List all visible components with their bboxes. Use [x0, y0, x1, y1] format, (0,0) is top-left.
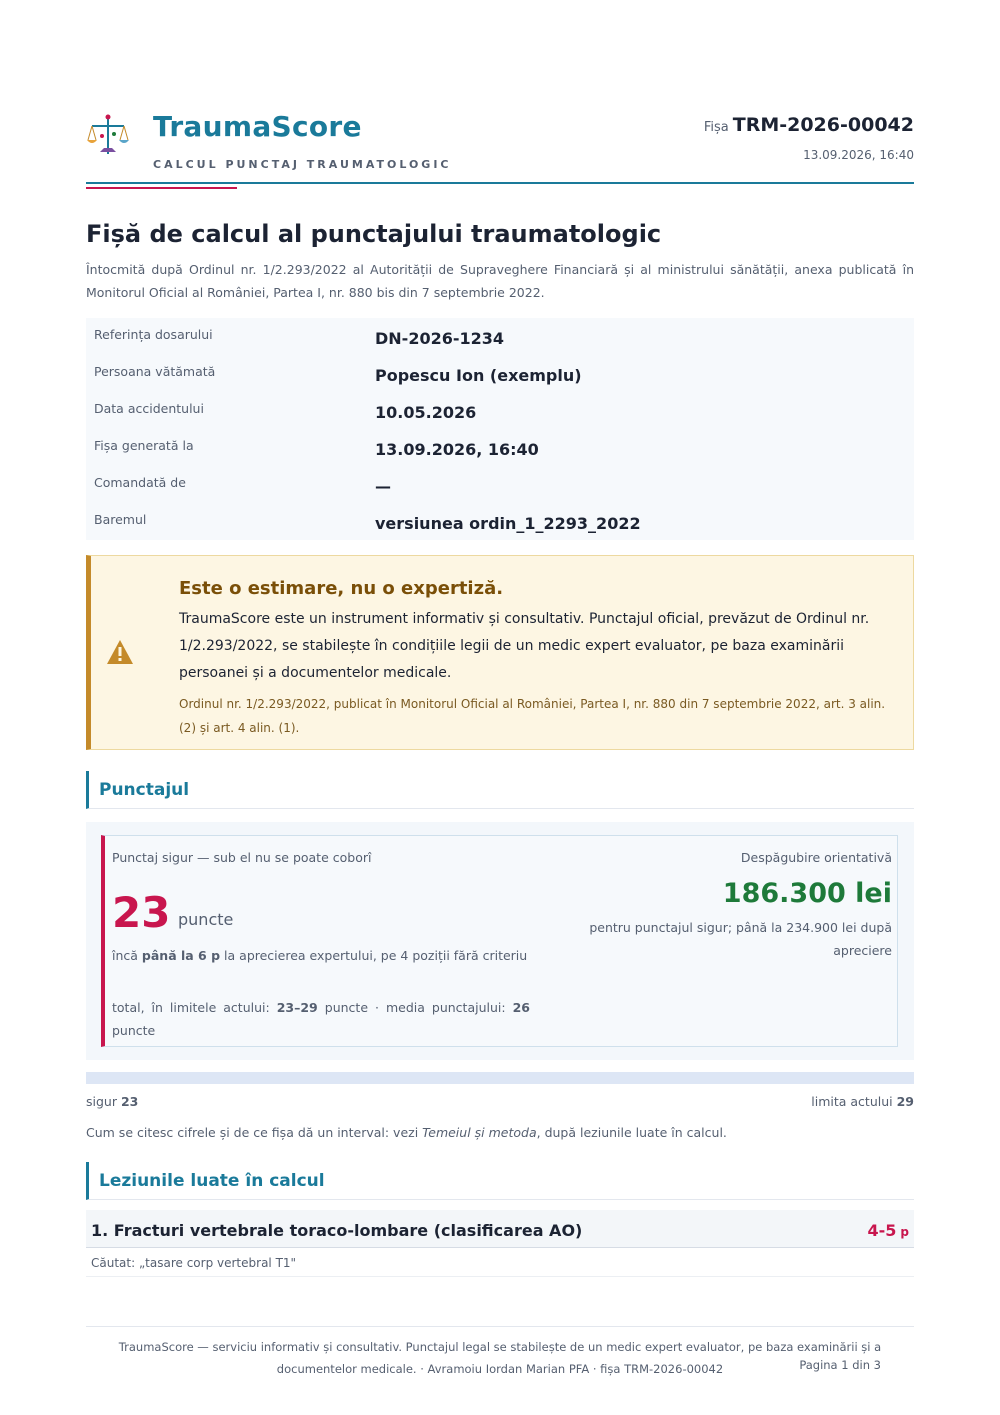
score-range-bar [86, 1072, 914, 1084]
lesion-divider [86, 1276, 914, 1277]
scales-of-justice-icon [86, 112, 130, 158]
total-pre: total, în limitele actului: [112, 1000, 270, 1015]
meta-row [86, 503, 914, 540]
page-title: Fișă de calcul al punctajului traumatologic [86, 220, 662, 248]
reading-hint [86, 1125, 727, 1140]
bar-min-value: 23 [120, 1094, 139, 1109]
header [86, 108, 914, 188]
meta-value: 10.05.2026 [375, 403, 477, 422]
extra-post: la aprecierea expertului, pe 4 poziții fără criteriu [224, 948, 528, 963]
lesion-points-unit: p [900, 1225, 909, 1239]
section-title: Punctajul [99, 780, 190, 800]
total-mid: puncte · media punctajului: [324, 1000, 506, 1015]
brand-tagline: CALCUL PUNCTAJ TRAUMATOLOGIC [153, 158, 452, 171]
lesion-title: 1. Fracturi vertebrale toraco-lombare (clasificarea AO) [91, 1221, 583, 1240]
fisa-number: TRM-2026-00042 [732, 114, 914, 136]
footer-text: TraumaScore — serviciu informativ și consultativ. Punctajul legal se stabilește de un medic expert evaluator, pe baza examinării și a documentelor medicale. · Avramoiu Iordan Marian PFA · fișa TRM-2026-00042 [118, 1340, 882, 1376]
lesion-search-query: Căutat: „tasare corp vertebral T1" [91, 1256, 297, 1270]
meta-row [86, 429, 914, 466]
compensation-value: 186.300 lei [722, 878, 892, 909]
total-range-note [112, 996, 530, 1042]
method-link[interactable]: Temeiul și metoda [422, 1125, 537, 1140]
extra-bold: până la 6 p [141, 948, 221, 963]
compensation-note: pentru punctajul sigur; până la 234.900 lei după apreciere [589, 920, 892, 958]
page-number: Pagina 1 din 3 [799, 1358, 881, 1372]
meta-value: versiunea ordin_1_2293_2022 [375, 514, 641, 533]
score-card [101, 835, 898, 1047]
disclaimer-box [86, 555, 914, 750]
section-header-lesions [86, 1162, 914, 1200]
intro-text: Întocmită după Ordinul nr. 1/2.293/2022 al Autorității de Supraveghere Financiară și al ministrului sănătății, anexa publicată în Monitorul Oficial al României, Partea I, nr. 880 bis din 7 septembrie 2022. [86, 262, 914, 300]
case-details-table [86, 318, 914, 540]
extra-pre: încă [112, 948, 138, 963]
total-range: 23–29 [276, 1000, 318, 1015]
sure-score-unit: puncte [178, 910, 234, 929]
meta-value: Popescu Ion (exemplu) [375, 366, 582, 385]
lesion-points-value: 4-5 [867, 1221, 897, 1240]
total-average: 26 [512, 1000, 530, 1015]
sure-score-label: Punctaj sigur — sub el nu se poate coborî [112, 850, 372, 865]
meta-key: Fișa generată la [94, 438, 194, 453]
footer-divider [86, 1326, 914, 1327]
bar-max-value: 29 [896, 1094, 914, 1109]
reading-pre: Cum se citesc cifrele și de ce fișa dă un interval: vezi [86, 1125, 419, 1140]
fisa-identifier [704, 114, 914, 136]
meta-value: DN-2026-1234 [375, 329, 505, 348]
meta-key: Baremul [94, 512, 147, 527]
extra-points-note [112, 944, 530, 967]
reading-post: , după leziunile luate în calcul. [536, 1125, 727, 1140]
meta-row [86, 318, 914, 355]
meta-key: Persoana vătămată [94, 364, 216, 379]
bar-max-text: limita actului [811, 1094, 893, 1109]
header-accent-line [86, 187, 237, 189]
meta-key: Referința dosarului [94, 327, 213, 342]
brand-name: TraumaScore [153, 110, 362, 143]
meta-row [86, 355, 914, 392]
bar-min-label [86, 1094, 138, 1109]
header-divider [86, 182, 914, 184]
fisa-date: 13.09.2026, 16:40 [803, 148, 914, 162]
meta-value: 13.09.2026, 16:40 [375, 440, 539, 459]
meta-value: — [375, 477, 391, 496]
sure-score-value: 23 [112, 888, 171, 937]
score-panel [86, 822, 914, 1060]
bar-max-label [811, 1094, 914, 1109]
meta-row [86, 392, 914, 429]
disclaimer-text: TraumaScore este un instrument informativ și consultativ. Punctajul oficial, prevăzut de Ordinul nr. 1/2.293/2022, se stabilește în condițiile legii de un medic expert evaluator, pe baza examinării persoanei și a documentelor medicale. [179, 611, 870, 681]
warning-triangle-icon [105, 638, 135, 666]
compensation-label: Despăgubire orientativă [740, 850, 892, 865]
section-title: Leziunile luate în calcul [99, 1171, 325, 1191]
lesion-points [868, 1221, 910, 1240]
total-post: puncte [112, 1023, 156, 1038]
bar-min-text: sigur [86, 1094, 117, 1109]
meta-key: Comandată de [94, 475, 186, 490]
meta-key: Data accidentului [94, 401, 204, 416]
lesion-row [86, 1210, 914, 1248]
disclaimer-title: Este o estimare, nu o expertiză. [179, 578, 504, 599]
disclaimer-reference: Ordinul nr. 1/2.293/2022, publicat în Monitorul Oficial al României, Partea I, nr. 880 din 7 septembrie 2022, art. 3 alin. (2) și art. 4 alin. (1). [179, 697, 886, 735]
fisa-label: Fișa [703, 120, 729, 135]
section-header-score [86, 771, 914, 809]
meta-row [86, 466, 914, 503]
